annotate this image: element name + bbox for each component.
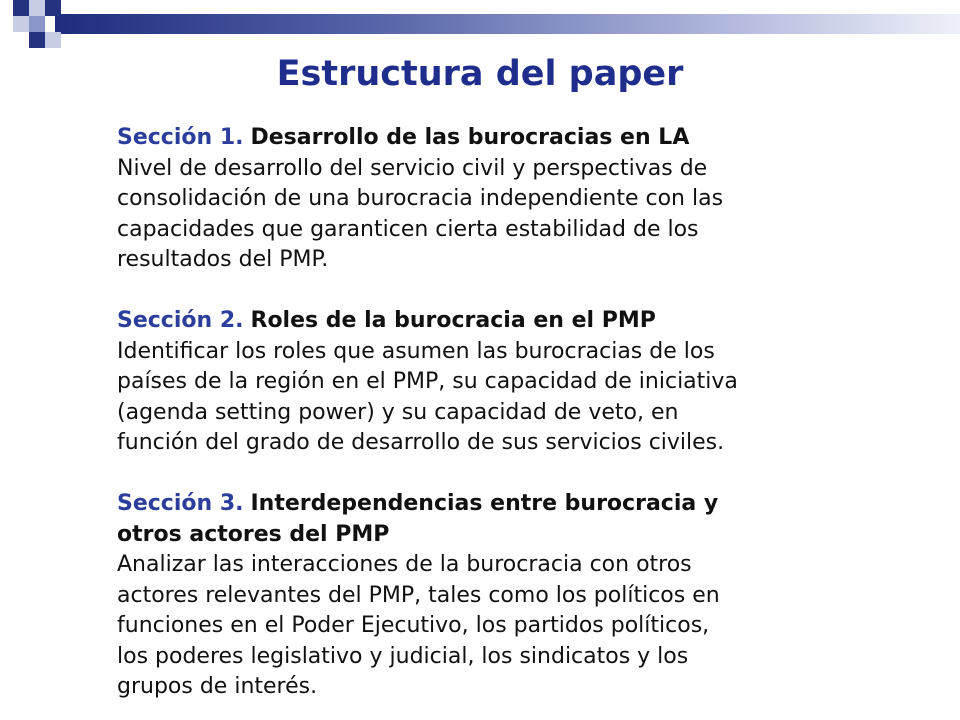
header-gradient-bar <box>55 14 960 34</box>
section-3-title: Interdependencias entre burocracia y <box>250 491 719 516</box>
section-2-number: Sección 2. <box>117 308 244 333</box>
section-3-body-line: funciones en el Poder Ejecutivo, los partidos políticos, <box>117 613 710 638</box>
section-3 <box>117 489 917 703</box>
sections-list <box>117 123 917 703</box>
section-1-body-line: resultados del PMP. <box>117 247 329 272</box>
deco-square-mid-1 <box>29 16 45 32</box>
section-1-title: Desarrollo de las burocracias en LA <box>250 125 690 150</box>
section-2-heading <box>117 306 917 337</box>
section-3-body-line: los poderes legislativo y judicial, los sindicatos y los <box>117 643 689 669</box>
section-3-number: Sección 3. <box>117 491 244 516</box>
section-2-body-line: Identificar los roles que asumen las burocracias de los <box>117 338 715 364</box>
section-2-body-line: (agenda setting power) y su capacidad de veto, en <box>117 399 679 425</box>
section-3-body-line: Analizar las interacciones de la burocracia con otros <box>117 552 692 577</box>
deco-square-dark-3 <box>29 32 45 48</box>
section-1-body-line: consolidación de una burocracia independiente con las <box>117 186 724 211</box>
section-1 <box>117 123 917 276</box>
section-2-body-line: países de la región en el PMP, su capacidad de iniciativa <box>117 369 738 394</box>
section-2-body-line: función del grado de desarrollo de sus servicios civiles. <box>117 430 725 455</box>
deco-square-dark-2 <box>45 0 61 16</box>
section-1-body-line: capacidades que garanticen cierta estabilidad de los <box>117 216 699 242</box>
deco-square-light-2 <box>13 16 29 32</box>
section-3-heading <box>117 489 917 520</box>
deco-square-dark-1 <box>13 0 29 16</box>
header-decoration <box>0 0 960 60</box>
section-3-title-continued: otros actores del PMP <box>117 521 390 547</box>
section-3-body-line: actores relevantes del PMP, tales como los políticos en <box>117 582 720 608</box>
section-1-number: Sección 1. <box>117 125 244 150</box>
deco-square-light-3 <box>45 32 61 48</box>
slide-title: Estructura del paper <box>276 54 684 94</box>
deco-square-light-1 <box>29 0 45 16</box>
section-3-body-line: grupos de interés. <box>117 674 318 699</box>
section-2-title: Roles de la burocracia en el PMP <box>250 308 656 333</box>
section-2 <box>117 306 917 459</box>
section-1-body-line: Nivel de desarrollo del servicio civil y perspectivas de <box>117 155 708 181</box>
section-1-heading <box>117 123 917 154</box>
